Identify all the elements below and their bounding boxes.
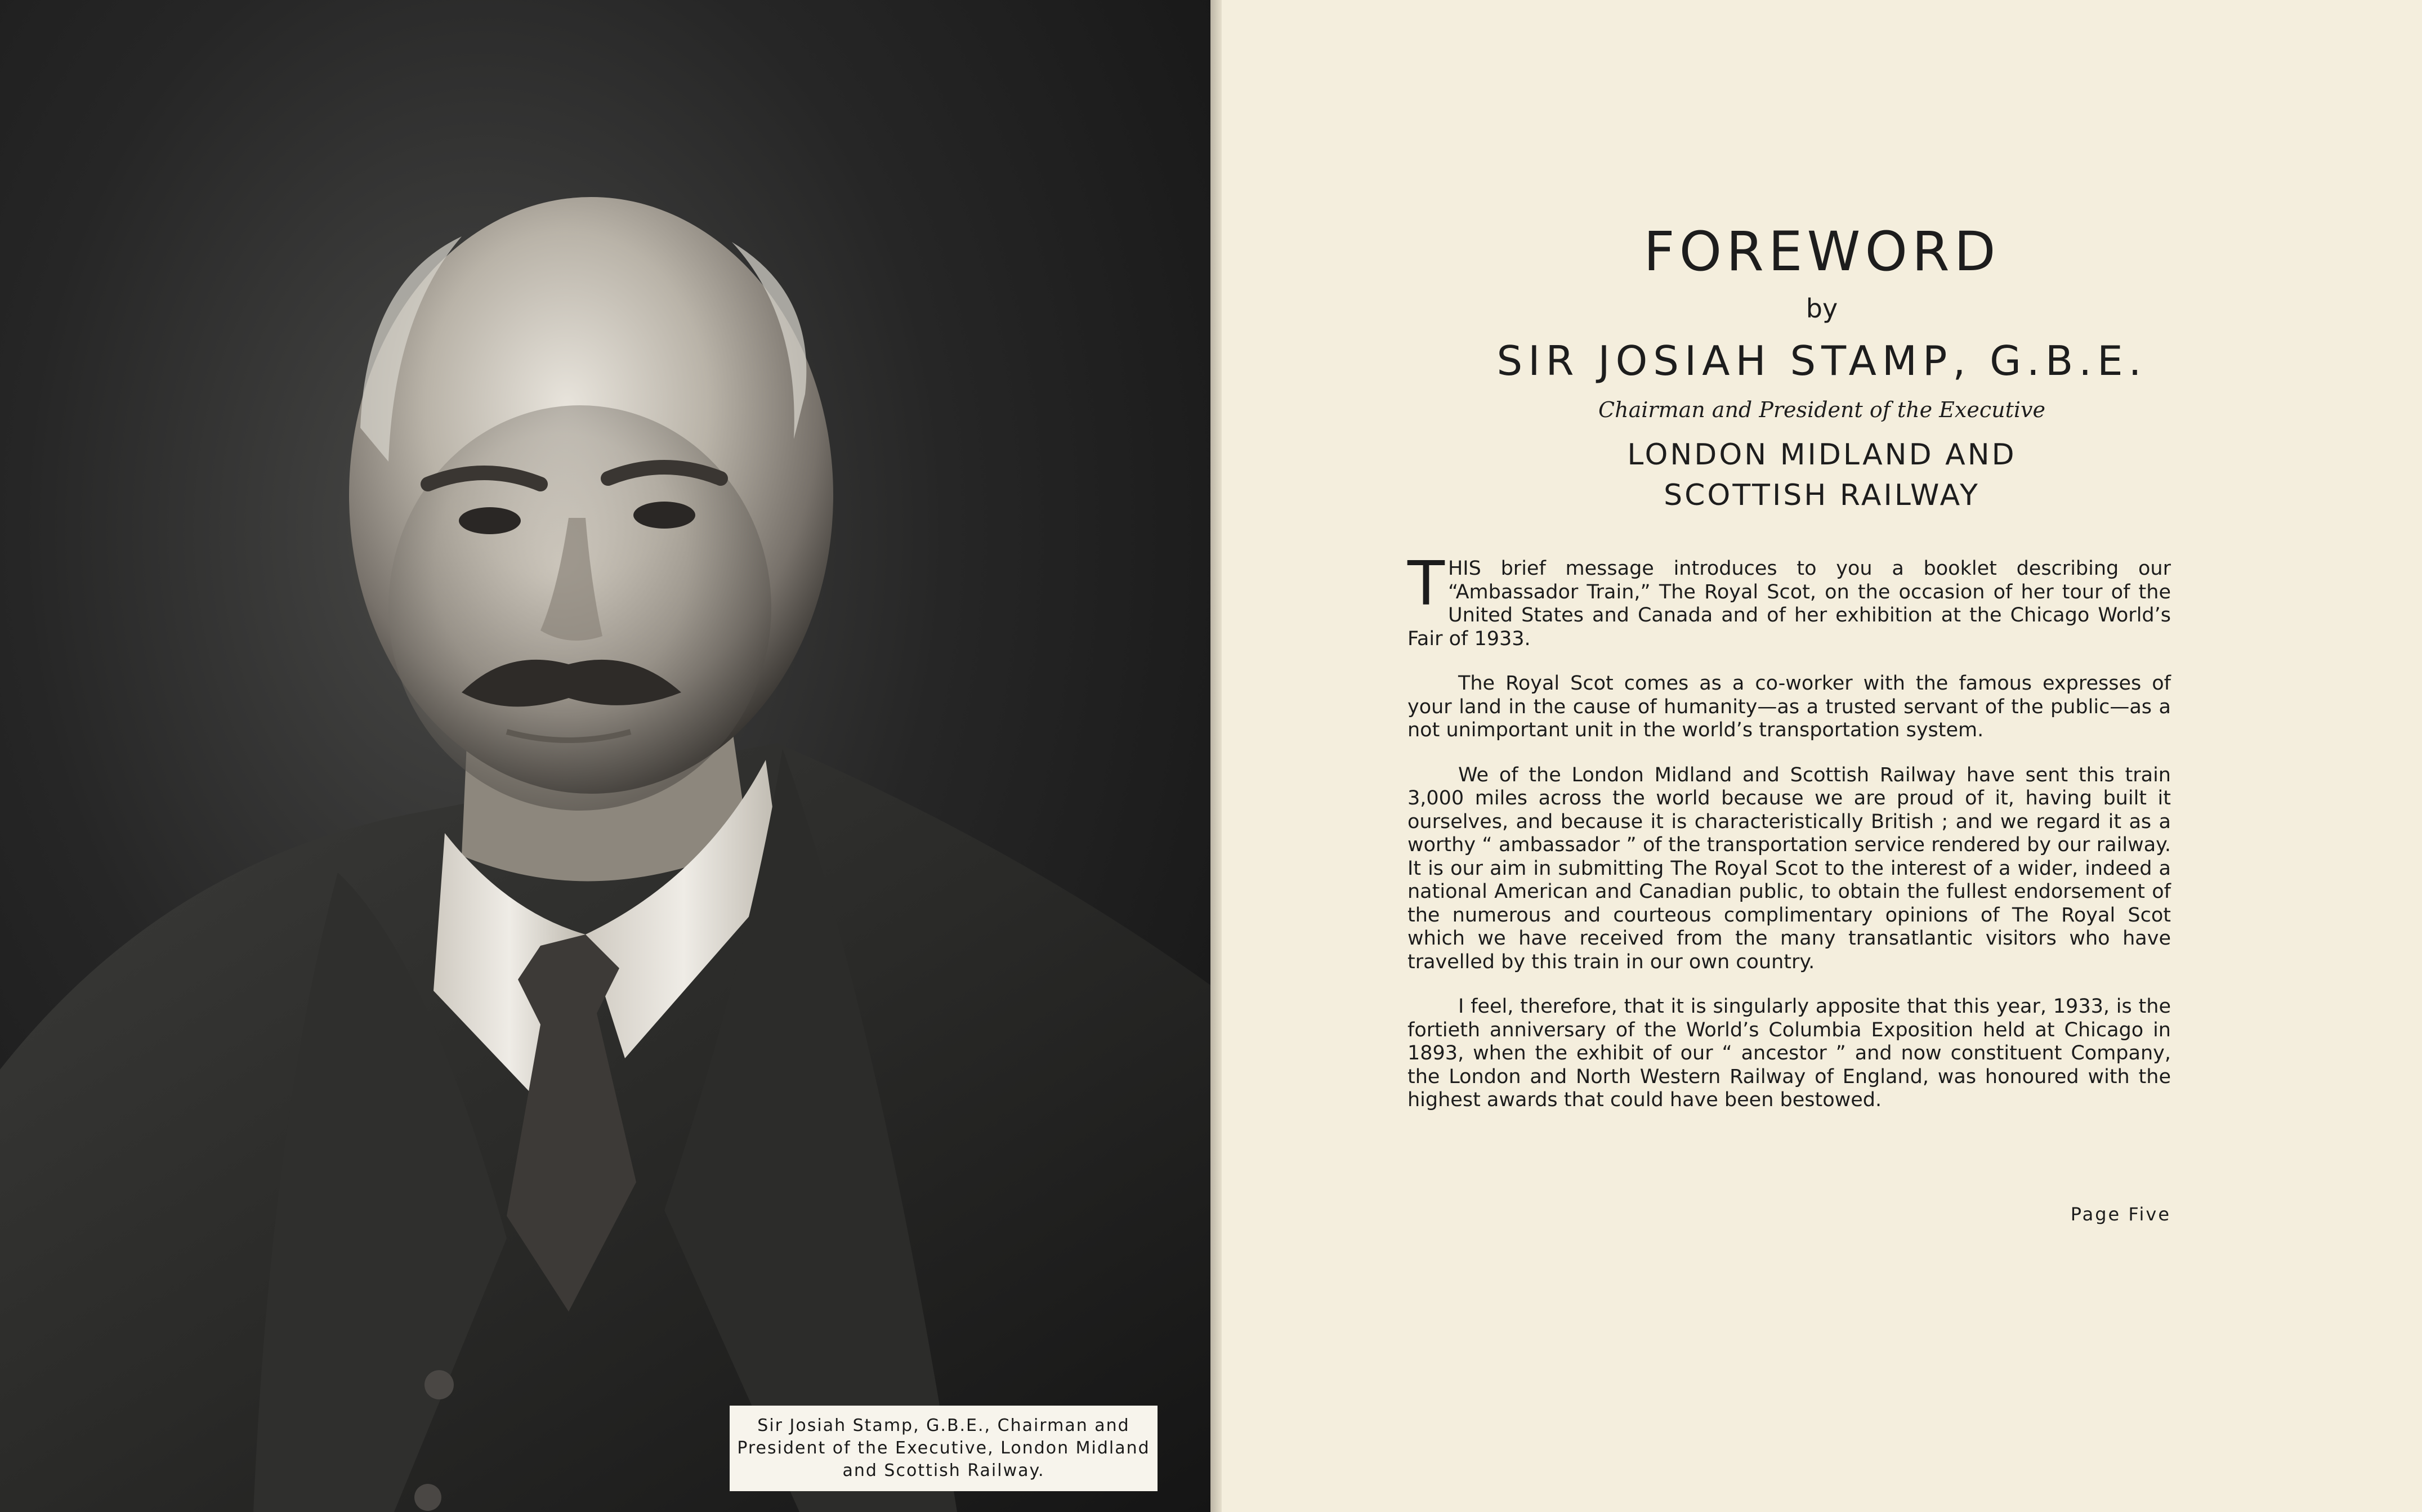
- paragraph: [1407, 549, 2171, 651]
- page-title: FOREWORD: [1643, 220, 2000, 283]
- paragraph: I feel, therefore, that it is singularly apposite that this year, 1933, is the fortieth anniversary of the World’s Columbia Exposition held at Chicago in 1893, when the exhibit of our “ ancestor ” and now constituent Company, the London and North Western Railway of England, was honoured with the highest awards that could have been bestowed.: [1407, 995, 2171, 1111]
- author-name: SIR JOSIAH STAMP, G.B.E.: [1496, 337, 2147, 384]
- drop-cap: T: [1407, 549, 1445, 619]
- page-number: Page Five: [2070, 1204, 2171, 1225]
- caption-line: President of the Executive, London Midland: [737, 1438, 1150, 1458]
- company-name: [1222, 435, 2422, 516]
- portrait-page: [0, 0, 1210, 1512]
- company-line: SCOTTISH RAILWAY: [1664, 478, 1980, 512]
- company-line: LONDON MIDLAND AND: [1627, 438, 2017, 472]
- caption-line: Sir Josiah Stamp, G.B.E., Chairman and: [757, 1416, 1130, 1435]
- paragraph: The Royal Scot comes as a co-worker with the famous expresses of your land in the cause of humanity—as a trusted servant of the public—as a not unimportant unit in the world’s transportation system.: [1407, 672, 2171, 741]
- paragraph-text: HIS brief message introduces to you a booklet describing our “Ambassador Train,” The Royal Scot, on the occasion of her tour of the United States and Canada and of her exhibition at the Chicago World’s Fair of 1933.: [1407, 557, 2171, 650]
- paragraph: We of the London Midland and Scottish Railway have sent this train 3,000 miles across the world because we are proud of it, having built it ourselves, and because it is characteristically British ; and we regard it as a worthy “ ambassador ” of the transportation service rendered by our railway. It is our aim in submitting The Royal Scot to the interest of a wider, indeed a national American and Canadian public, to obtain the fullest endorsement of the numerous and courteous complimentary opinions of The Royal Scot which we have received from the many transatlantic visitors who have travelled by this train in our own country.: [1407, 763, 2171, 973]
- foreword-page: [1222, 0, 2422, 1512]
- author-role: Chairman and President of the Executive: [1598, 397, 2045, 422]
- book-gutter: [1210, 0, 1222, 1512]
- caption-line: and Scottish Railway.: [842, 1461, 1045, 1480]
- photo-caption: [730, 1406, 1158, 1491]
- foreword-body: [1407, 549, 2171, 1134]
- portrait-photograph: [0, 0, 1210, 1512]
- byline-by: by: [1806, 293, 1838, 324]
